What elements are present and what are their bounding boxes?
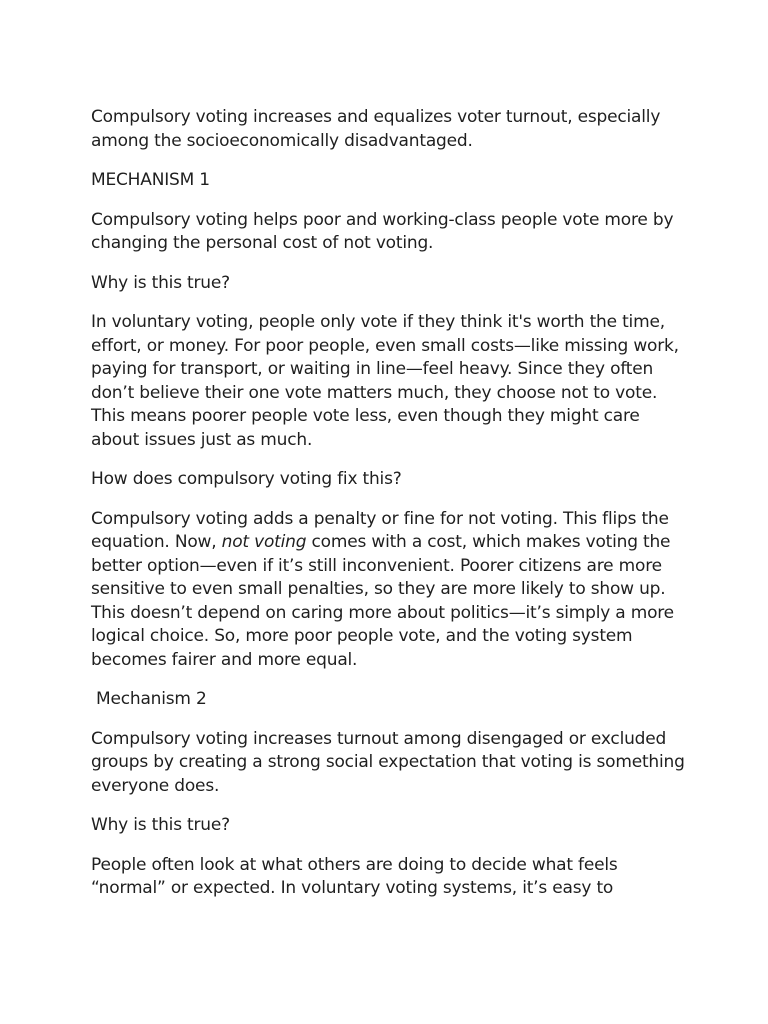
mechanism-1-heading: MECHANISM 1 [91, 170, 210, 190]
mechanism-2-why-heading: Why is this true? [91, 815, 230, 835]
mechanism-1-claim: Compulsory voting helps poor and working-class people vote more by changing the personal cost of not voting. [91, 209, 674, 253]
fix-text-part1: Compulsory voting adds a penalty or fine for not voting. This flips the equation. Now, [91, 508, 669, 552]
mechanism-2-heading: Mechanism 2 [96, 689, 207, 709]
mechanism-1-why-heading: Why is this true? [91, 272, 230, 293]
mechanism-2-why-paragraph: People often look at what others are doing to decide what feels “normal” or expected. In voluntary voting systems, it’s easy to [91, 854, 618, 898]
fix-text-part2: comes with a cost, which makes voting the better option—even if it’s still inconvenient. Poorer citizens are more sensitive to even small penalties, so they are more likely to show up. This doesn’t depend on caring more about politics—it’s simply a more logical choice. So, more poor people vote, and the voting system becomes fairer and more equal. [91, 532, 674, 670]
mechanism-1-fix-heading: How does compulsory voting fix this? [91, 469, 402, 489]
mechanism-1-why-paragraph: In voluntary voting, people only vote if they think it's worth the time, effort, or money. For poor people, even small costs—like missing work, paying for transport, or waiting in line—feel heavy. Since they often don’t believe their one vote matters much, they choose not to vote. This means poorer people vote less, even though they might care about issues just as much. [91, 312, 679, 450]
fix-text-emphasis: not voting [221, 532, 307, 552]
document-body [91, 106, 691, 917]
mechanism-2-claim: Compulsory voting increases turnout among disengaged or excluded groups by creating a strong social expectation that voting is something everyone does. [91, 728, 685, 796]
mechanism-1-fix-paragraph [91, 508, 691, 673]
intro-paragraph: Compulsory voting increases and equalizes voter turnout, especially among the socioeconomically disadvantaged. [91, 107, 661, 151]
